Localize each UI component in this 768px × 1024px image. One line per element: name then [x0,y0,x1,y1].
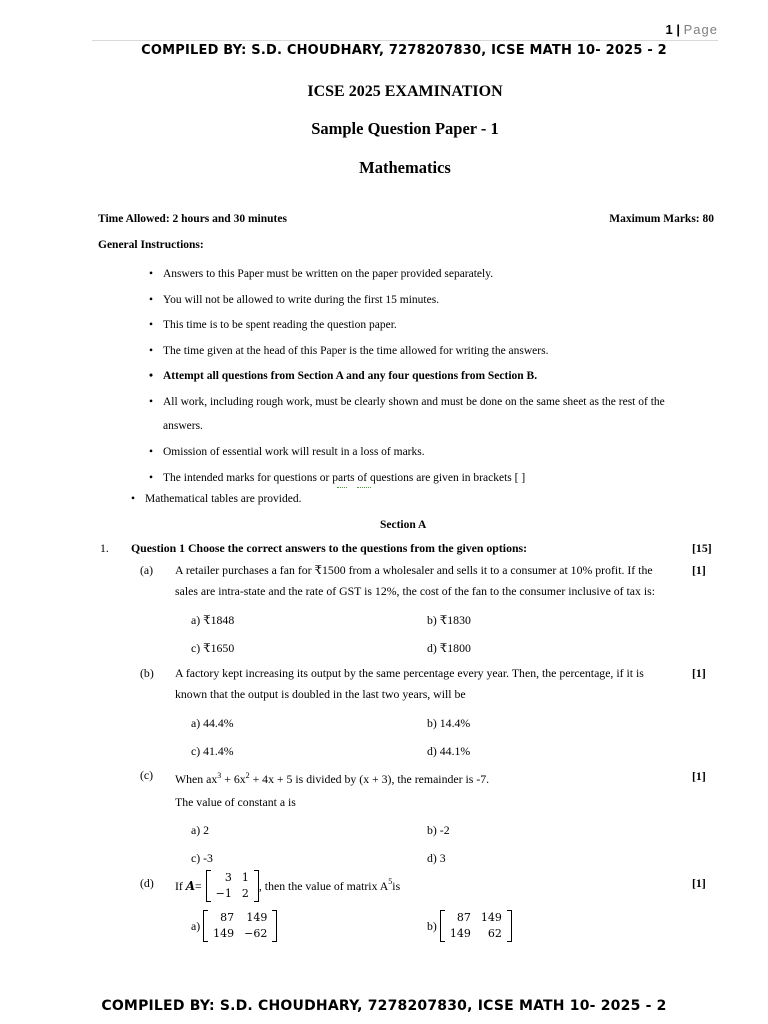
maximum-marks: Maximum Marks: 80 [609,213,714,225]
question-total-marks: [15] [692,541,712,555]
option-d: d) ₹1800 [427,641,471,655]
page-word: Page [683,22,718,37]
instruction-item: • Mathematical tables are provided. [145,492,301,506]
spellcheck-underline [357,485,371,488]
page-separator: | [676,22,680,37]
expr-text: + 6x [221,771,246,786]
option-b [427,908,512,944]
matrix-cell: 149 [213,927,235,940]
matrix-cell: 2 [241,887,249,900]
option-c: c) ₹1650 [191,641,235,655]
option-a: a) 2 [191,823,210,837]
question-line: A retailer purchases a fan for ₹1500 from a wholesaler and sells it to a consumer at 10% profit. If the [175,563,653,577]
option-matrix [440,910,512,942]
option-b: b) ₹1830 [427,613,471,627]
instruction-item: • Answers to this Paper must be written on the paper provided separately. [163,267,493,281]
expr-text: If [175,878,183,893]
question-heading: Question 1 Choose the correct answers to the questions from the given options: [131,541,528,555]
compiled-by-header: COMPILED BY: S.D. CHOUDHARY, 7278207830, ICSE MATH 10- 2025 - 2 [141,43,667,58]
exponent: 3 [217,771,222,780]
part-label: (b) [140,666,154,680]
part-marks: [1] [692,666,706,680]
header-divider [92,40,718,41]
matrix-symbol: A [185,879,196,893]
compiled-by-footer: COMPILED BY: S.D. CHOUDHARY, 7278207830, ICSE MATH 10- 2025 - 2 [101,998,667,1014]
expr-text: When ax [175,771,218,786]
page-number-value: 1 [665,22,673,37]
option-matrix [203,910,277,942]
matrix-cell: −62 [244,927,268,940]
matrix-cell: 87 [456,911,471,924]
instruction-item: • This time is to be spent reading the question paper. [163,318,397,332]
matrix-a [206,870,259,902]
exam-title: ICSE 2025 EXAMINATION [307,83,503,100]
matrix-cell: 1 [241,871,249,884]
question-line: sales are intra-state and the rate of GST is 12%, the cost of the fan to the consumer inclusive of tax is: [175,584,656,598]
option-b: b) 14.4% [427,716,471,730]
page-number [666,22,719,37]
matrix-cell: −1 [215,887,232,900]
paper-title: Sample Question Paper - 1 [311,119,499,138]
section-title: Section A [380,519,427,531]
question-line: A factory kept increasing its output by the same percentage every year. Then, the percentage, if it is [175,666,644,680]
instruction-item: • Attempt all questions from Section A and any four questions from Section B. [163,369,537,383]
option-a [191,908,277,944]
matrix-cell: 149 [449,927,471,940]
instruction-item-continued: answers. [163,420,203,432]
general-instructions-heading: General Instructions: [98,239,204,251]
instruction-item: • The time given at the head of this Paper is the time allowed for writing the answers. [163,344,548,358]
part-label: (c) [140,768,154,782]
question-line: known that the output is doubled in the last two years, will be [175,687,466,701]
option-a: a) ₹1848 [191,613,235,627]
part-marks: [1] [692,563,706,577]
equals-sign: = [195,878,202,893]
part-marks: [1] [692,769,706,783]
question-line: The value of constant a is [175,795,296,809]
matrix-cell: 87 [220,911,235,924]
spellcheck-underline [337,485,347,488]
instruction-item: • All work, including rough work, must be clearly shown and must be done on the same sheet as the rest of the [163,395,665,409]
matrix-cell: 62 [487,927,502,940]
option-c: c) 41.4% [191,744,234,758]
option-d: d) 3 [427,851,446,865]
question-number: 1. [100,541,109,555]
expr-text: is [392,878,401,893]
part-label: (a) [140,563,154,577]
question-line [175,771,489,787]
part-marks: [1] [692,876,706,890]
option-d: d) 44.1% [427,744,471,758]
matrix-cell: 149 [246,911,268,924]
option-label: a) [191,918,201,933]
exponent: 2 [245,771,250,780]
option-b: b) -2 [427,823,450,837]
option-label: b) [427,918,437,933]
exponent: 5 [388,877,393,886]
subject-title: Mathematics [359,158,451,177]
instruction-item: • Omission of essential work will result in a loss of marks. [163,445,425,459]
instruction-item: • You will not be allowed to write during the first 15 minutes. [163,293,439,307]
expr-text: + 4x + 5 is divided by (x + 3), the remainder is -7. [249,771,490,786]
part-label: (d) [140,876,154,890]
instruction-item: • The intended marks for questions or parts of questions are given in brackets [ ] [163,471,525,485]
question-line [175,869,400,903]
matrix-cell: 3 [224,871,232,884]
expr-text: , then the value of matrix A [258,878,389,893]
time-allowed: Time Allowed: 2 hours and 30 minutes [98,213,287,225]
matrix-cell: 149 [480,911,502,924]
option-a: a) 44.4% [191,716,234,730]
option-c: c) -3 [191,851,213,865]
